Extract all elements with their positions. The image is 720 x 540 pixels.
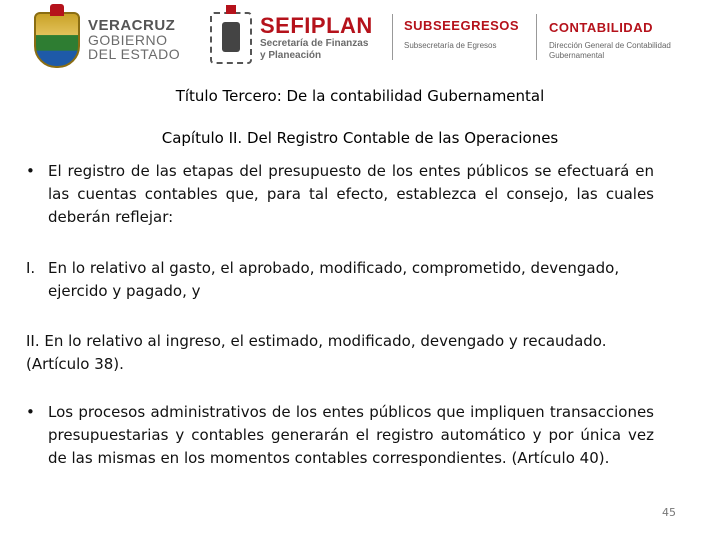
chapter-title: Capítulo II. Del Registro Contable de las Operaciones [161, 129, 559, 147]
sefiplan-seal-icon [210, 12, 252, 64]
contabilidad-title: CONTABILIDAD [549, 20, 653, 35]
bullet-paragraph [26, 160, 654, 229]
subegresos-title: SUBSEEGRESOS [404, 18, 520, 33]
sefiplan-sub2: y Planeación [260, 50, 322, 61]
roman-item-2: II. En lo relativo al ingreso, el estimado, modificado, devengado y recaudado. (Artículo 38). [26, 332, 607, 373]
veracruz-line2: GOBIERNO [88, 32, 168, 48]
sefiplan-brand: SEFIPLAN [260, 13, 373, 38]
bullet-mark: • [26, 162, 35, 180]
roman-text: En lo relativo al gasto, el aprobado, modificado, comprometido, devengado, ejercido y pagado, y [48, 259, 620, 300]
contabilidad-subtitle: Dirección General de Contabilidad Gubernamental [549, 41, 671, 60]
page-title: Título Tercero: De la contabilidad Gubernamental [175, 87, 545, 105]
header-divider [392, 14, 393, 60]
header-divider [536, 14, 537, 60]
veracruz-logo [34, 12, 180, 68]
bullet-mark: • [26, 403, 35, 421]
veracruz-line1: VERACRUZ [88, 17, 176, 34]
sefiplan-sub1: Secretaría de Finanzas [260, 38, 369, 49]
subegresos-block [404, 18, 519, 50]
page-number: 45 [662, 506, 676, 519]
roman-item-1 [26, 257, 654, 303]
veracruz-wordmark [88, 19, 180, 61]
sefiplan-wordmark [260, 14, 373, 62]
bullet-text: El registro de las etapas del presupuesto de los entes públicos se efectuará en las cuentas contables que, para tal efecto, establezca el consejo, las cuales deberán reflejar: [48, 162, 654, 226]
roman-mark: I. [26, 259, 36, 277]
contabilidad-block [549, 20, 689, 61]
bullet-paragraph [26, 401, 654, 470]
bullet-text: Los procesos administrativos de los entes públicos que impliquen transacciones presupuestarias y contables generarán el registro automático y por única vez de las mismas en los momentos contables correspondientes. (Artículo 40). [48, 403, 654, 467]
veracruz-shield-icon [34, 12, 80, 68]
veracruz-line3: DEL ESTADO [88, 46, 181, 62]
sefiplan-logo [210, 12, 373, 64]
subegresos-subtitle: Subsecretaría de Egresos [404, 41, 497, 50]
